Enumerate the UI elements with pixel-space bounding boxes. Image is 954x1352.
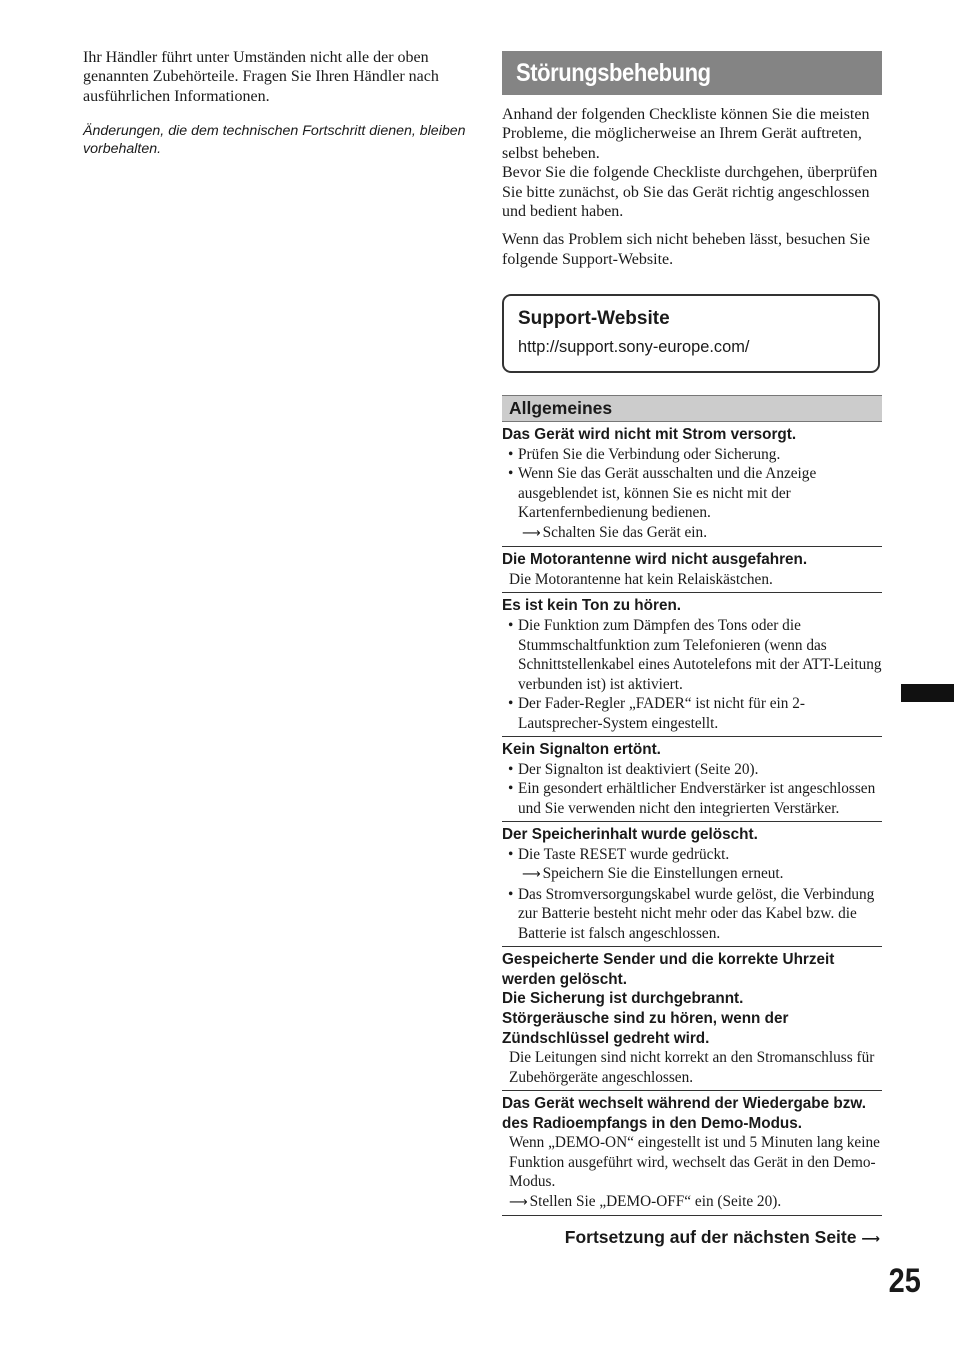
entry-bullet xyxy=(502,616,882,694)
troubleshooting-list xyxy=(502,422,882,1216)
page-title: Störungsbehebung xyxy=(516,58,711,87)
entry-action-text: Stellen Sie „DEMO-OFF“ ein (Seite 20). xyxy=(529,1192,782,1210)
subsection-header xyxy=(502,395,882,422)
arrow-right-icon: ⟶ xyxy=(509,1194,528,1210)
entry-bullet-text: Ein gesondert erhältlicher Endverstärker ist angeschlossen und Sie verwenden nicht den integrierten Verstärker. xyxy=(518,780,876,817)
arrow-right-icon: ⟶ xyxy=(861,1232,880,1247)
entry-title-line: Gespeicherte Sender und die korrekte Uhrzeit werden gelöscht. xyxy=(502,951,835,988)
entry-bullet-text: Das Stromversorgungskabel wurde gelöst, die Verbindung zur Batterie besteht nicht mehr oder das Kabel bzw. die Batterie ist falsch angeschlossen. xyxy=(518,885,875,942)
continued-note xyxy=(565,1227,882,1248)
change-disclaimer: Änderungen, die dem technischen Fortschritt dienen, bleiben vorbehalten. xyxy=(83,123,466,158)
left-column xyxy=(83,48,468,159)
entry-bullet-text: Wenn Sie das Gerät ausschalten und die Anzeige ausgeblendet ist, können Sie es nicht mit der Kartenfernbedienung bedienen. xyxy=(518,465,817,522)
page-number: 25 xyxy=(888,1262,921,1300)
entry-bullet xyxy=(502,445,882,465)
entry-title xyxy=(502,950,882,1048)
entry-action-text: Speichern Sie die Einstellungen erneut. xyxy=(542,865,784,883)
entry-title xyxy=(502,596,882,616)
entry-title-line: Der Speicherinhalt wurde gelöscht. xyxy=(502,826,758,844)
entry-action xyxy=(502,1192,882,1213)
accessory-note: Ihr Händler führt unter Umständen nicht alle der oben genannten Zubehörteile. Fragen Sie Ihren Händler nach ausführlichen Informationen. xyxy=(83,49,439,105)
entry-title-line: Störgeräusche sind zu hören, wenn der Zündschlüssel gedreht wird. xyxy=(502,1010,789,1047)
entry-text: Die Motorantenne hat kein Relaiskästchen. xyxy=(509,570,773,588)
entry-text: Die Leitungen sind nicht korrekt an den Stromanschluss für Zubehörgeräte angeschlossen. xyxy=(509,1049,875,1086)
entry-action-text: Schalten Sie das Gerät ein. xyxy=(542,523,708,541)
entry-bullet-text: Die Taste RESET wurde gedrückt. xyxy=(518,845,730,863)
troubleshooting-entry xyxy=(502,1091,882,1216)
entry-bullet xyxy=(502,779,882,818)
troubleshooting-entry xyxy=(502,593,882,737)
arrow-right-icon: ⟶ xyxy=(522,525,541,541)
entry-title-line: Die Sicherung ist durchgebrannt. xyxy=(502,990,744,1008)
troubleshooting-entry xyxy=(502,422,882,547)
support-box xyxy=(502,294,880,373)
troubleshooting-entry xyxy=(502,547,882,593)
entry-title-line: Kein Signalton ertönt. xyxy=(502,741,661,759)
entry-bullet-text: Der Signalton ist deaktiviert (Seite 20). xyxy=(518,760,759,778)
entry-bullet-text: Der Fader-Regler „FADER“ ist nicht für ein 2-Lautsprecher-System eingestellt. xyxy=(518,695,805,732)
page-tab-marker xyxy=(901,684,954,702)
continued-text: Fortsetzung auf der nächsten Seite xyxy=(564,1227,857,1247)
entry-bullet xyxy=(502,885,882,944)
entry-text: Wenn „DEMO-ON“ eingestellt ist und 5 Minuten lang keine Funktion ausgeführt wird, wechselt das Gerät in den Demo-Modus. xyxy=(509,1134,880,1191)
entry-title xyxy=(502,550,882,570)
troubleshooting-entry xyxy=(502,737,882,822)
entry-bullet xyxy=(502,845,882,865)
section-title-bar xyxy=(502,51,882,95)
entry-title-line: Die Motorantenne wird nicht ausgefahren. xyxy=(502,551,808,569)
entry-title xyxy=(502,425,882,445)
intro-paragraph-2: Wenn das Problem sich nicht beheben lässt, besuchen Sie folgende Support-Website. xyxy=(502,231,870,268)
entry-title-line: Das Gerät wird nicht mit Strom versorgt. xyxy=(502,426,797,444)
entry-title xyxy=(502,1094,882,1133)
intro-text-b: Bevor Sie die folgende Checkliste durchgehen, überprüfen Sie bitte zunächst, ob Sie das Gerät richtig angeschlossen und bedient haben. xyxy=(502,164,878,221)
intro-text-a: Anhand der folgenden Checkliste können Sie die meisten Probleme, die möglicherweise an Ihrem Gerät auftreten, selbst beheben. xyxy=(502,106,870,162)
entry-title-line: Es ist kein Ton zu hören. xyxy=(502,597,682,615)
troubleshooting-entry xyxy=(502,947,882,1091)
entry-title xyxy=(502,825,882,845)
entry-bullet xyxy=(502,694,882,733)
entry-bullet-text: Die Funktion zum Dämpfen des Tons oder die Stummschaltfunktion zum Telefonieren (wenn das Schnittstellenkabel eines Autotelefons mit der ATT-Leitung verbunden ist) ist aktiviert. xyxy=(518,617,882,693)
right-column xyxy=(502,51,882,1216)
troubleshooting-entry xyxy=(502,822,882,947)
entry-action xyxy=(502,864,882,885)
entry-bullet xyxy=(502,464,882,523)
entry-bullet-text: Prüfen Sie die Verbindung oder Sicherung. xyxy=(518,445,781,463)
support-title: Support-Website xyxy=(518,308,670,330)
entry-title-line: Das Gerät wechselt während der Wiedergabe bzw. des Radioempfangs in den Demo-Modus. xyxy=(502,1095,866,1132)
entry-bullet xyxy=(502,760,882,780)
intro-paragraph-1 xyxy=(502,105,882,221)
entry-title xyxy=(502,740,882,760)
support-url[interactable]: http://support.sony-europe.com/ xyxy=(518,338,750,357)
arrow-right-icon: ⟶ xyxy=(522,867,541,883)
subsection-title: Allgemeines xyxy=(509,398,613,419)
entry-action xyxy=(502,523,882,544)
